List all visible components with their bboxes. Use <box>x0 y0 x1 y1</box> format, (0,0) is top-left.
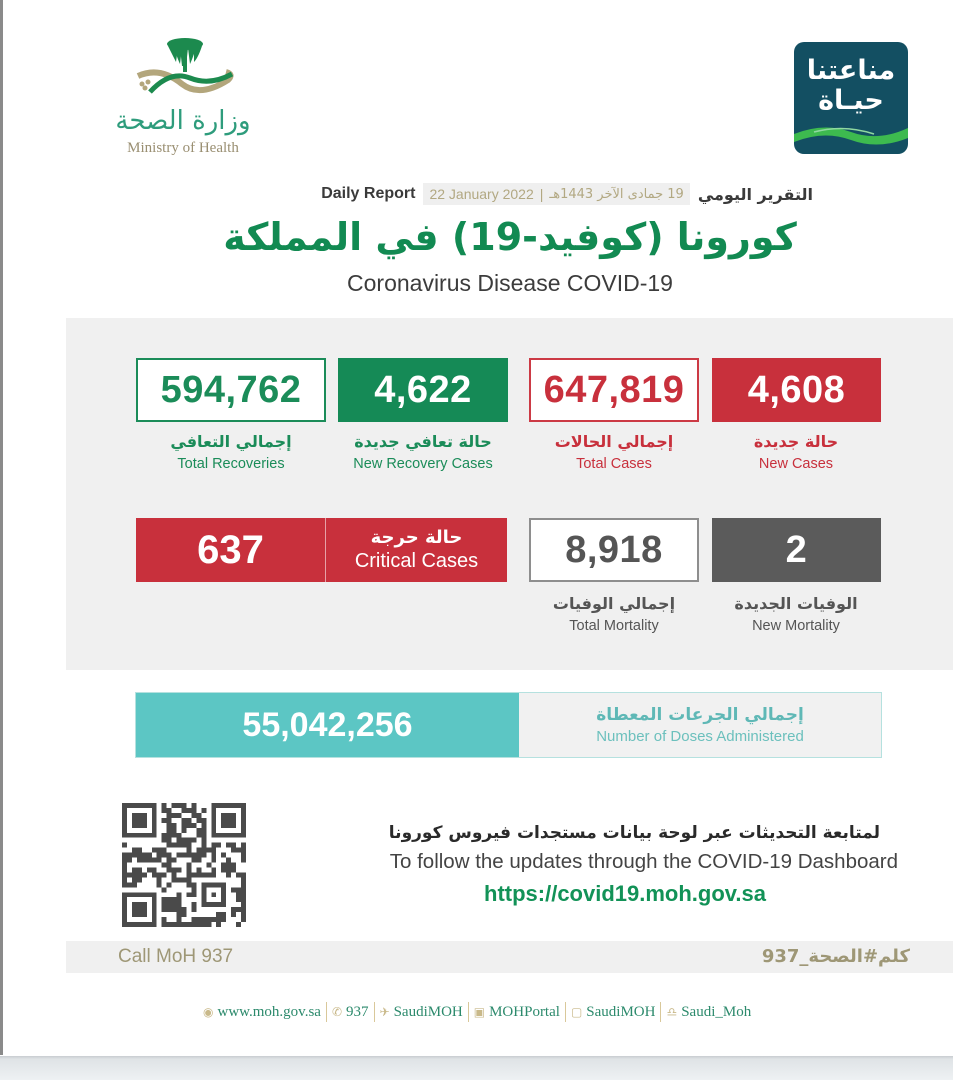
moh-name-en: Ministry of Health <box>127 140 239 156</box>
total-mortality-label-en: Total Mortality <box>569 618 659 634</box>
dashboard-url-link[interactable]: https://covid19.moh.gov.sa <box>484 881 766 906</box>
critical-cases-label <box>326 518 507 582</box>
page-left-edge <box>0 0 3 1055</box>
page-title-ar: كورونا (كوفيد-19) في المملكة <box>223 215 797 259</box>
total-cases-label-en: Total Cases <box>576 456 652 472</box>
footer-link-label: Saudi_Moh <box>681 1003 752 1020</box>
new-cases-label-ar: حالة جديدة <box>753 432 839 451</box>
new-cases-label <box>701 430 891 474</box>
new-recoveries-label <box>328 430 518 474</box>
youtube-icon: ▣ <box>473 1005 486 1019</box>
hotline-text-en: Call MoH 937 <box>118 946 234 967</box>
new-cases-value: 4,608 <box>712 358 881 422</box>
wave-icon <box>794 120 908 146</box>
doses-administered-box <box>135 692 882 758</box>
total-mortality-value: 8,918 <box>529 518 699 582</box>
new-mortality-label-ar: الوفيات الجديدة <box>734 594 858 613</box>
immunity-campaign-logo <box>794 42 908 154</box>
new-mortality-label-en: New Mortality <box>752 618 840 634</box>
hotline-strip <box>66 941 953 973</box>
new-recoveries-value: 4,622 <box>338 358 508 422</box>
daily-report-label-ar: التقرير اليومي <box>697 184 813 204</box>
footer-link-label: SaudiMOH <box>393 1003 463 1020</box>
doses-label-en: Number of Doses Administered <box>596 728 804 745</box>
twitter-icon: ✈ <box>379 1005 390 1019</box>
dashboard-text-en: To follow the updates through the COVID-19 Dashboard <box>389 850 898 873</box>
footer-link-label: www.moh.gov.sa <box>217 1003 321 1020</box>
total-recoveries-value: 594,762 <box>136 358 326 422</box>
instagram-icon: ▢ <box>570 1005 583 1019</box>
critical-cases-label-ar: حالة حرجة <box>370 527 463 548</box>
doses-label <box>519 693 881 757</box>
page-title-en: Coronavirus Disease COVID-19 <box>347 270 673 296</box>
hotline-hashtag-ar: كلم#الصحة_937 <box>761 946 910 967</box>
footer-link-label: SaudiMOH <box>586 1003 656 1020</box>
footer-link-phone[interactable] <box>327 1004 374 1021</box>
critical-cases-box <box>136 518 507 582</box>
doses-value: 55,042,256 <box>136 693 519 757</box>
dashboard-text-ar: لمتابعة التحديثات عبر لوحة بيانات مستجدات فيروس كورونا <box>388 823 880 843</box>
phone-icon: ✆ <box>331 1005 343 1019</box>
footer-link-label: MOHPortal <box>489 1003 560 1020</box>
social-links-footer <box>198 1000 756 1024</box>
new-recoveries-label-ar: حالة تعافي جديدة <box>354 432 492 451</box>
doses-label-ar: إجمالي الجرعات المعطاة <box>596 705 804 725</box>
globe-icon: ◉ <box>203 1005 214 1019</box>
report-date-line <box>321 182 813 206</box>
qr-code-icon[interactable] <box>122 803 246 927</box>
total-mortality-label-ar: إجمالي الوفيات <box>552 594 676 613</box>
total-cases-value: 647,819 <box>529 358 699 422</box>
moh-logo <box>108 36 258 161</box>
total-recoveries-label <box>136 430 326 474</box>
snapchat-icon: ♎ <box>666 1005 678 1019</box>
new-recoveries-label-en: New Recovery Cases <box>353 456 493 472</box>
total-recoveries-label-ar: إجمالي التعافي <box>170 432 292 451</box>
date-separator: | <box>539 186 544 202</box>
critical-cases-label-en: Critical Cases <box>354 550 479 572</box>
footer-link-twitter[interactable] <box>375 1004 468 1021</box>
footer-link-website[interactable] <box>198 1004 326 1021</box>
total-cases-label-ar: إجمالي الحالات <box>554 432 674 451</box>
total-cases-label <box>519 430 709 474</box>
palm-swords-emblem-icon <box>130 36 240 100</box>
daily-report-label-en: Daily Report <box>321 185 416 202</box>
new-cases-label-en: New Cases <box>758 456 834 472</box>
report-date-badge <box>423 183 689 205</box>
total-recoveries-label-en: Total Recoveries <box>177 456 285 472</box>
immunity-logo-line2: حيـاة <box>818 85 884 116</box>
footer-link-snapchat[interactable] <box>661 1004 756 1021</box>
gregorian-date: 22 January 2022 <box>429 186 534 202</box>
footer-link-label: 937 <box>346 1003 369 1020</box>
footer-link-instagram[interactable] <box>566 1004 661 1021</box>
window-bottom-bar <box>0 1056 953 1080</box>
hijri-date: 19 جمادى الآخر 1443هـ <box>549 186 684 202</box>
footer-link-youtube[interactable] <box>469 1004 565 1021</box>
moh-name-ar: وزارة الصحة <box>115 106 251 136</box>
immunity-logo-line1: مناعتنا <box>806 55 896 86</box>
new-mortality-label <box>701 592 891 636</box>
new-mortality-value: 2 <box>712 518 881 582</box>
critical-cases-value: 637 <box>136 518 326 582</box>
total-mortality-label <box>519 592 709 636</box>
